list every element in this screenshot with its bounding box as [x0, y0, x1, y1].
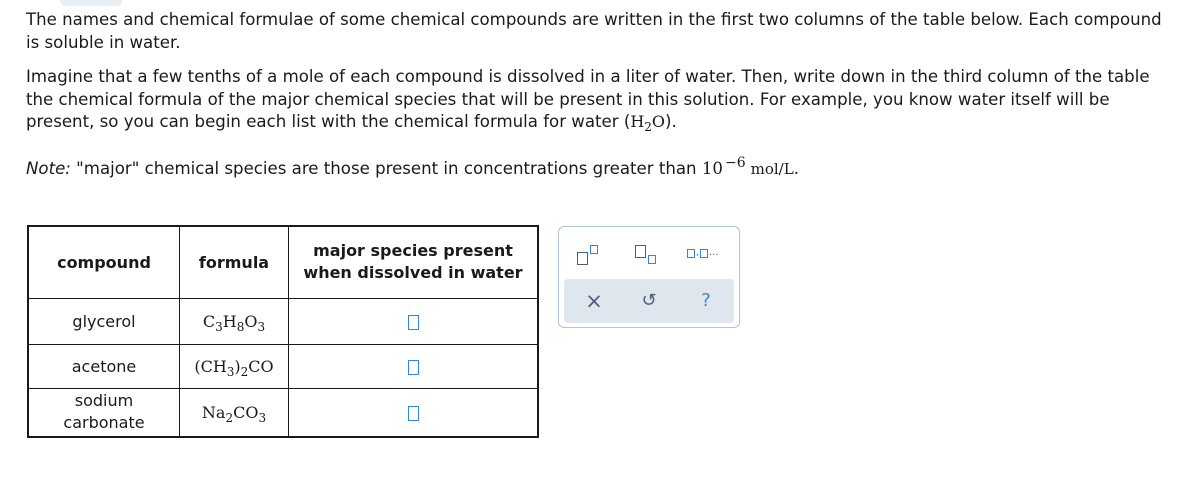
note-paragraph: Note: "major" chemical species are those present in concentrations greater than 10 $^{-6}$ mol/L. — [26, 155, 799, 178]
undo-icon: ↺ — [641, 290, 657, 311]
answer-cell[interactable] — [289, 298, 539, 344]
header-formula: formula — [180, 226, 289, 298]
formula-subscript: 3 — [257, 319, 266, 334]
formula-element: CO — [233, 402, 259, 422]
close-icon: × — [585, 289, 603, 313]
help-button[interactable] — [678, 279, 734, 323]
formula-element: O — [244, 311, 258, 331]
water-formula: $H_2O$ — [630, 112, 666, 134]
palette-button-bar — [564, 279, 734, 323]
note-units: mol/L — [750, 160, 794, 178]
math-palette — [558, 226, 740, 328]
list-template-icon[interactable]: , ... — [687, 247, 729, 261]
table-row — [28, 298, 538, 344]
formula-subscript: 2 — [240, 364, 249, 379]
note-base: 10 — [701, 159, 723, 178]
table-row — [28, 344, 538, 388]
header-compound: compound — [28, 226, 180, 298]
note-label: Note: — [26, 159, 71, 178]
compound-formula — [180, 344, 289, 388]
formula-subscript: 3 — [258, 410, 267, 425]
answer-input-box[interactable] — [408, 406, 419, 421]
formula-element: Na — [201, 402, 226, 422]
subscript-template-icon[interactable] — [635, 245, 657, 265]
help-icon: ? — [701, 290, 711, 311]
compound-formula — [180, 388, 289, 437]
formula-element: C — [202, 311, 216, 331]
answer-cell[interactable] — [289, 344, 539, 388]
formula-subscript: 8 — [236, 319, 245, 334]
formula-element: H — [222, 311, 237, 331]
compound-name: acetone — [28, 344, 180, 388]
formula-element: ) — [234, 356, 241, 376]
answer-input-box[interactable] — [408, 315, 419, 330]
answer-input-box[interactable] — [408, 360, 419, 375]
instructions-text: Imagine that a few tenths of a mole of each compound is dissolved in a liter of water. Then, write down in the third column of the table the chemical formula of the major chemical species that will be present in this solution. For example, you know water itself will be present, so you can begin each list with the chemical formula for water ( — [26, 67, 1150, 131]
header-major-species: major species present when dissolved in water — [289, 226, 539, 298]
compound-name: glycerol — [28, 298, 180, 344]
formula-element: CO — [248, 356, 274, 376]
table-row — [28, 388, 538, 437]
note-exponent: −6 — [724, 155, 746, 171]
formula-subscript: 3 — [226, 364, 235, 379]
compound-table — [27, 225, 539, 438]
undo-button[interactable] — [621, 279, 677, 323]
table-header-row — [28, 226, 538, 298]
formula-subscript: 2 — [225, 410, 234, 425]
top-tab-stub — [60, 0, 122, 6]
instructions-paragraph: Imagine that a few tenths of a mole of each compound is dissolved in a liter of water. Then, write down in the third column of the table the chemical formula of the major chemical species that will be present in this solution. For example, you know water itself will be present, so you can begin each list with the chemical formula for water $(H_2O)$. — [26, 67, 1150, 134]
superscript-template-icon[interactable] — [577, 245, 599, 265]
compound-formula — [180, 298, 289, 344]
formula-element: (CH — [194, 356, 227, 376]
formula-subscript: 3 — [215, 319, 223, 334]
compound-name: sodium carbonate — [28, 388, 180, 437]
intro-paragraph: The names and chemical formulae of some chemical compounds are written in the first two columns of the table below. Each compound is soluble in water. — [26, 10, 1162, 52]
answer-cell[interactable] — [289, 388, 539, 437]
clear-button[interactable] — [566, 279, 622, 323]
